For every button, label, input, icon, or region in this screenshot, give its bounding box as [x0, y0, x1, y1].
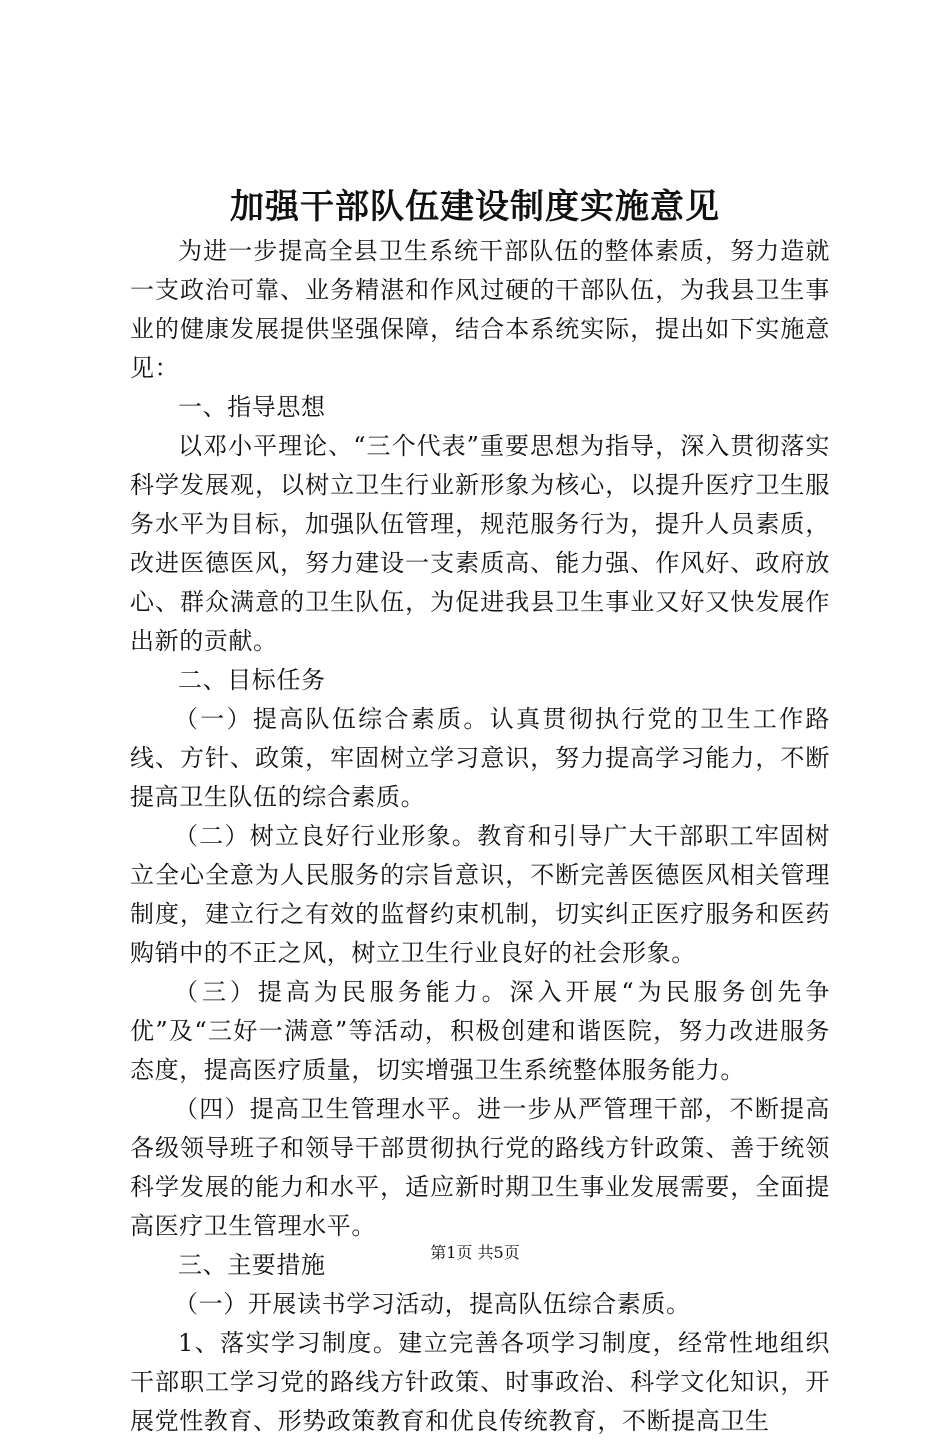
measure-item-1: 1、落实学习制度。建立完善各项学习制度，经常性地组织干部职工学习党的路线方针政策、时事政治、科学文化知识，开展党性教育、形势政策教育和优良传统教育，不断提高卫生 [130, 1329, 830, 1435]
goal-item-2: （二）树立良好行业形象。教育和引导广大干部职工牢固树立全心全意为人民服务的宗旨意识，不断完善医德医风相关管理制度，建立行之有效的监督约束机制，切实纠正医疗服务和医药购销中的不正之风，树立卫生行业良好的社会形象。 [130, 822, 830, 967]
section-heading-measures: 三、主要措施 [178, 1251, 326, 1279]
measure-subheading-1: （一）开展读书学习活动，提高队伍综合素质。 [174, 1290, 691, 1318]
goal-item-1: （一）提高队伍综合素质。认真贯彻执行党的卫生工作路线、方针、政策，牢固树立学习意识，努力提高学习能力，不断提高卫生队伍的综合素质。 [130, 705, 830, 811]
page-footer: 第1页 共5页 [430, 1243, 520, 1262]
guiding-ideology-paragraph: 以邓小平理论、“三个代表”重要思想为指导，深入贯彻落实科学发展观，以树立卫生行业新形象为核心，以提升医疗卫生服务水平为目标，加强队伍管理，规范服务行为，提升人员素质，改进医德医风，努力建设一支素质高、能力强、作风好、政府放心、群众满意的卫生队伍，为促进我县卫生事业又好又快发展作出新的贡献。 [130, 432, 830, 655]
document-title: 加强干部队伍建设制度实施意见 [230, 187, 720, 227]
section-heading-goals: 二、目标任务 [178, 666, 326, 694]
section-heading-guiding-ideology: 一、指导思想 [178, 393, 326, 421]
goal-item-3: （三）提高为民服务能力。深入开展“为民服务创先争优”及“三好一满意”等活动，积极创建和谐医院，努力改进服务态度，提高医疗质量，切实增强卫生系统整体服务能力。 [130, 978, 830, 1084]
goal-item-4: （四）提高卫生管理水平。进一步从严管理干部，不断提高各级领导班子和领导干部贯彻执行党的路线方针政策、善于统领科学发展的能力和水平，适应新时期卫生事业发展需要，全面提高医疗卫生管理水平。 [130, 1095, 830, 1240]
intro-paragraph: 为进一步提高全县卫生系统干部队伍的整体素质，努力造就一支政治可靠、业务精湛和作风过硬的干部队伍，为我县卫生事业的健康发展提供坚强保障，结合本系统实际，提出如下实施意见： [130, 237, 830, 382]
